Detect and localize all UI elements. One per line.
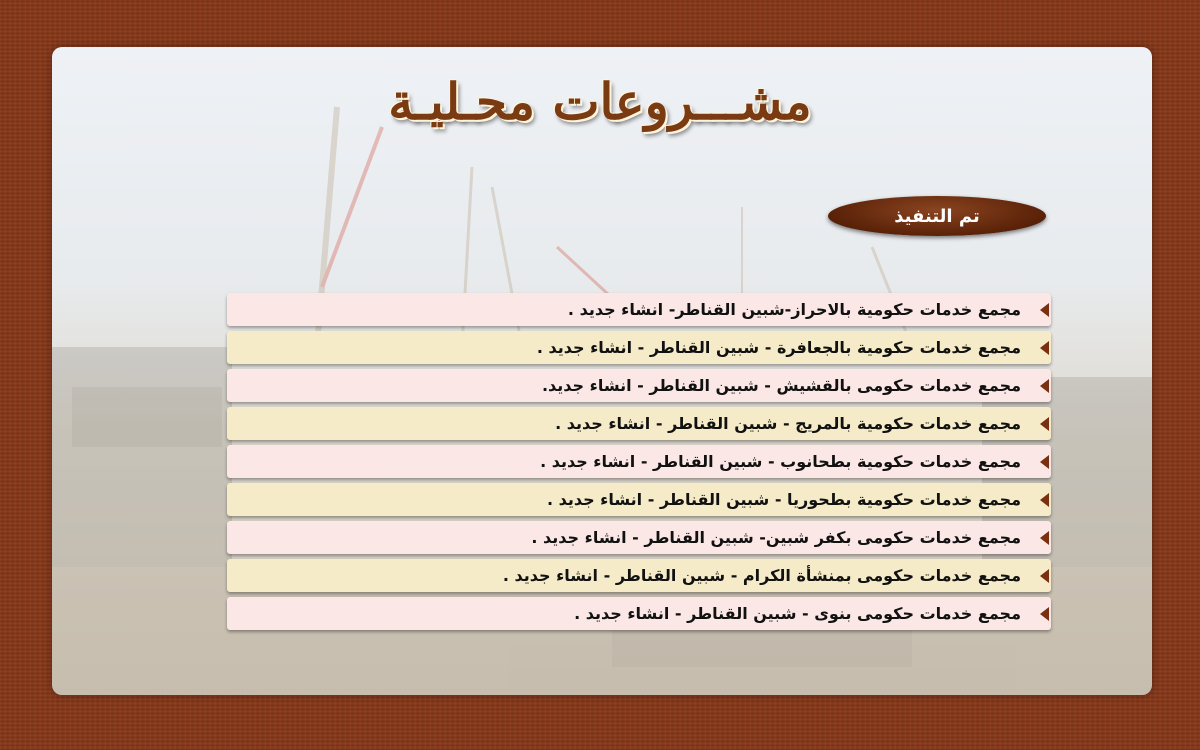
list-item[interactable] xyxy=(227,445,1051,478)
list-item-label: مجمع خدمات حكومى بالقشيش - شبين القناطر - انشاء جديد. xyxy=(541,376,1021,395)
arrow-left-icon xyxy=(1040,417,1049,431)
list-item-label: مجمع خدمات حكومى بمنشأة الكرام - شبين القناطر - انشاء جديد . xyxy=(502,566,1021,585)
arrow-left-icon xyxy=(1040,607,1049,621)
list-item[interactable] xyxy=(227,483,1051,516)
list-item[interactable] xyxy=(227,331,1051,364)
list-item[interactable] xyxy=(227,369,1051,402)
page-title: مشـــروعات محـليـة xyxy=(388,72,812,131)
list-item[interactable] xyxy=(227,407,1051,440)
list-item[interactable] xyxy=(227,521,1051,554)
arrow-left-icon xyxy=(1040,569,1049,583)
arrow-left-icon xyxy=(1040,379,1049,393)
list-item-label: مجمع خدمات حكومية بالمريج - شبين القناطر - انشاء جديد . xyxy=(555,414,1021,433)
list-item-label: مجمع خدمات حكومية بالاحراز-شبين القناطر- انشاء جديد . xyxy=(567,300,1021,319)
list-item[interactable] xyxy=(227,559,1051,592)
list-item-label: مجمع خدمات حكومى بكفر شبين- شبين القناطر - انشاء جديد . xyxy=(531,528,1021,547)
list-item[interactable] xyxy=(227,597,1051,630)
list-item-label: مجمع خدمات حكومية بالجعافرة - شبين القناطر - انشاء جديد . xyxy=(536,338,1021,357)
arrow-left-icon xyxy=(1040,493,1049,507)
project-list xyxy=(227,293,1051,635)
site-structure xyxy=(72,387,222,447)
list-item-label: مجمع خدمات حكومية بطحانوب - شبين القناطر - انشاء جديد . xyxy=(540,452,1021,471)
arrow-left-icon xyxy=(1040,455,1049,469)
list-item[interactable] xyxy=(227,293,1051,326)
arrow-left-icon xyxy=(1040,531,1049,545)
site-structure xyxy=(52,347,232,567)
list-item-label: مجمع خدمات حكومية بطحوريا - شبين القناطر - انشاء جديد . xyxy=(546,490,1021,509)
arrow-left-icon xyxy=(1040,341,1049,355)
status-badge: تم التنفيذ xyxy=(828,196,1046,236)
arrow-left-icon xyxy=(1040,303,1049,317)
list-item-label: مجمع خدمات حكومى بنوى - شبين القناطر - انشاء جديد . xyxy=(574,604,1021,623)
